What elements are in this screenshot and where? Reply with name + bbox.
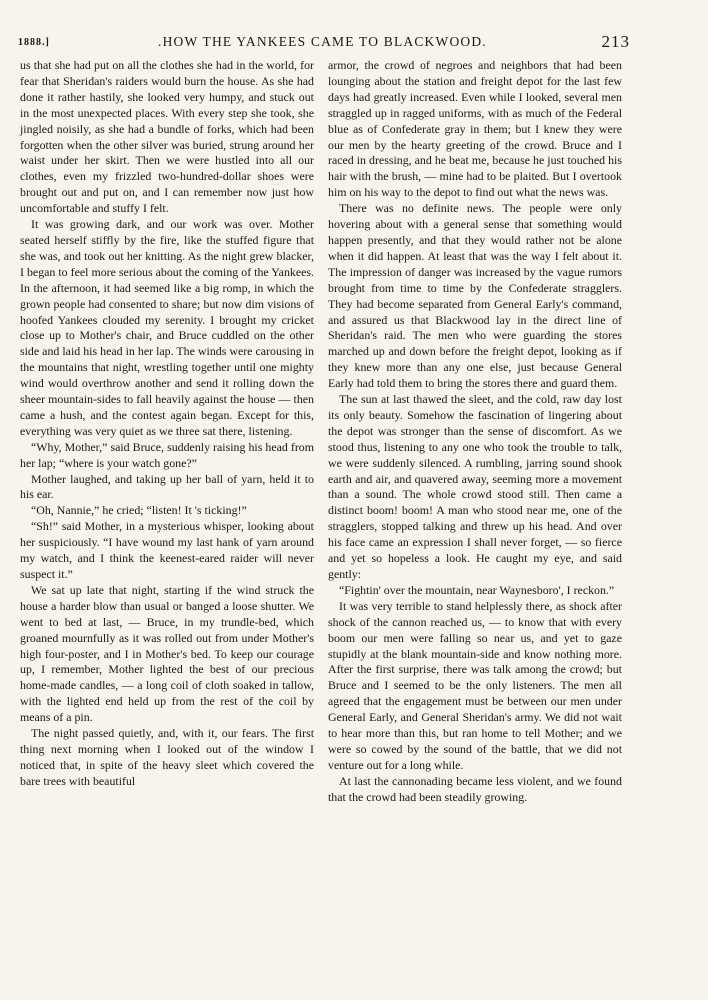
running-head [18, 32, 630, 54]
issue-year: 1888.] [18, 37, 50, 48]
paragraph: It was very terrible to stand helplessly there, as shock after shock of the cannon reached us, — to know that with every boom our men were falling so near us, and yet to gaze stupidly at the blank mountain-side and know nothing more. After the first surprise, there was talk among the crowd; but Bruce and I seemed to be the only listeners. The men all agreed that the engagement must be between our men under General Early, and General Sheridan's army. We did not wait to hear more than this, but ran home to tell Mother; and we were so cowed by the sound of the battle, that we did not venture out for a long while. [328, 598, 622, 772]
paragraph: The night passed quietly, and, with it, our fears. The first thing next morning when I looked out of the window I noticed that, in spite of the heavy sleet which covered the bare trees with beautiful [20, 726, 314, 788]
paragraph: Mother laughed, and taking up her ball of yarn, held it to his ear. [20, 471, 314, 502]
paragraph: “Sh!” said Mother, in a mysterious whisper, looking about her suspiciously. “I have wound my last hank of yarn around my watch, and I think the keenest-eared raider will never suspect it.” [20, 519, 314, 581]
paragraph: armor, the crowd of negroes and neighbors that had been lounging about the station and freight depot for the last few days had greatly increased. Even while I looked, several men straggled up in ragged uniforms, with as much of the Federal blue as of Confederate gray in them; but I knew they were our men by the hearty greeting of the crowd. Bruce and I raced in dressing, and he beat me, because he just touched his hair with the brush, — mine had to be plaited. But I overtook him on his way to the depot to find out what the news was. [328, 58, 622, 200]
article-title: .HOW THE YANKEES CAME TO BLACKWOOD. [158, 34, 487, 49]
paragraph: We sat up late that night, starting if the wind struck the house a harder blow than usual or banged a loose shutter. We went to bed at last, — Bruce, in my trundle-bed, which groaned mournfully as it was rolled out from under Mother's high four-poster, and I in Mother's bed. To keep our courage up, I remember, Mother lighted the best of our precious home-made candles, — a long coil of cloth soaked in tallow, with the lighted end held up from the rest of the coil by means of a pin. [20, 582, 314, 725]
paragraph: It was growing dark, and our work was over. Mother seated herself stiffly by the fire, like the stuffed figure that she was, and took out her knitting. As the night grew blacker, I began to feel more serious about the coming of the Yankees. In the afternoon, it had seemed like a big romp, in which the grown people had consented to share; but now dim visions of hoofed Yankees clouded my serenity. I brought my cricket close up to Mother's chair, and Bruce cuddled on the other side and laid his head in her lap. The winds were carousing in the mountains that night, wrestling together until one mighty wind would overthrow another and send it rolling down the sheer mountain-sides to fall heavily against the house — then came a hush, and the contest again began. Except for this, everything was very quiet as we three sat there, listening. [20, 217, 314, 438]
paragraph: us that she had put on all the clothes she had in the world, for fear that Sheridan's raiders would burn the house. As she had done it rather hastily, she looked very humpy, and stuck out in the most unexpected places. With every step she took, she jingled noisily, as she had a bundle of forks, which had been forgotten when the other silver was buried, strung around her waist under her skirt. Then we were hustled into all our clothes, even my frizzled two-hundred-dollar shoes were brought out and put on, and I can remember now just how uncomfortable and stuffy I felt. [20, 58, 314, 216]
paragraph: “Oh, Nannie,” he cried; “listen! It 's ticking!” [31, 503, 247, 518]
page-number: 213 [601, 32, 630, 51]
paragraph: The sun at last thawed the sleet, and the cold, raw day lost its only beauty. Somehow the fascination of lingering about the depot was stronger than the sense of discomfort. As we stood thus, listening to any one who took the trouble to talk, we were suddenly silenced. A rumbling, jarring sound shook earth and air, and quavered away, seeming more a movement than a sound. The whole crowd stood still. Then came a distinct boom! boom! A man who stood near me, one of the stragglers, stopped talking and threw up his head. And over his face came an expression I shall never forget, — so fierce and yet so hopeless a look. He caught my eye, and said gently: [328, 392, 622, 581]
paragraph: “Why, Mother,” said Bruce, suddenly raising his head from her lap; “where is your watch gone?” [20, 439, 314, 470]
paragraph: At last the cannonading became less violent, and we found that the crowd had been steadily growing. [328, 773, 622, 804]
paragraph: “Fightin' over the mountain, near Waynesboro', I reckon.” [339, 582, 615, 597]
paragraph: There was no definite news. The people were only hovering about with a general sense that something would happen presently, and that they would rather not be alone when it did happen. At least that was the way I felt about it. The impression of danger was increased by the vague rumors brought from time to time by the Confederate stragglers. They had become separated from General Early's command, and assured us that Blackwood lay in the direct line of Sheridan's raid. The men who were guarding the stores marched up and down before the freight depot, looking as if they knew more than any one else, just because General Early had told them to bring the stores there and guard them. [328, 201, 622, 391]
right-column [328, 58, 622, 806]
left-column [20, 58, 314, 790]
